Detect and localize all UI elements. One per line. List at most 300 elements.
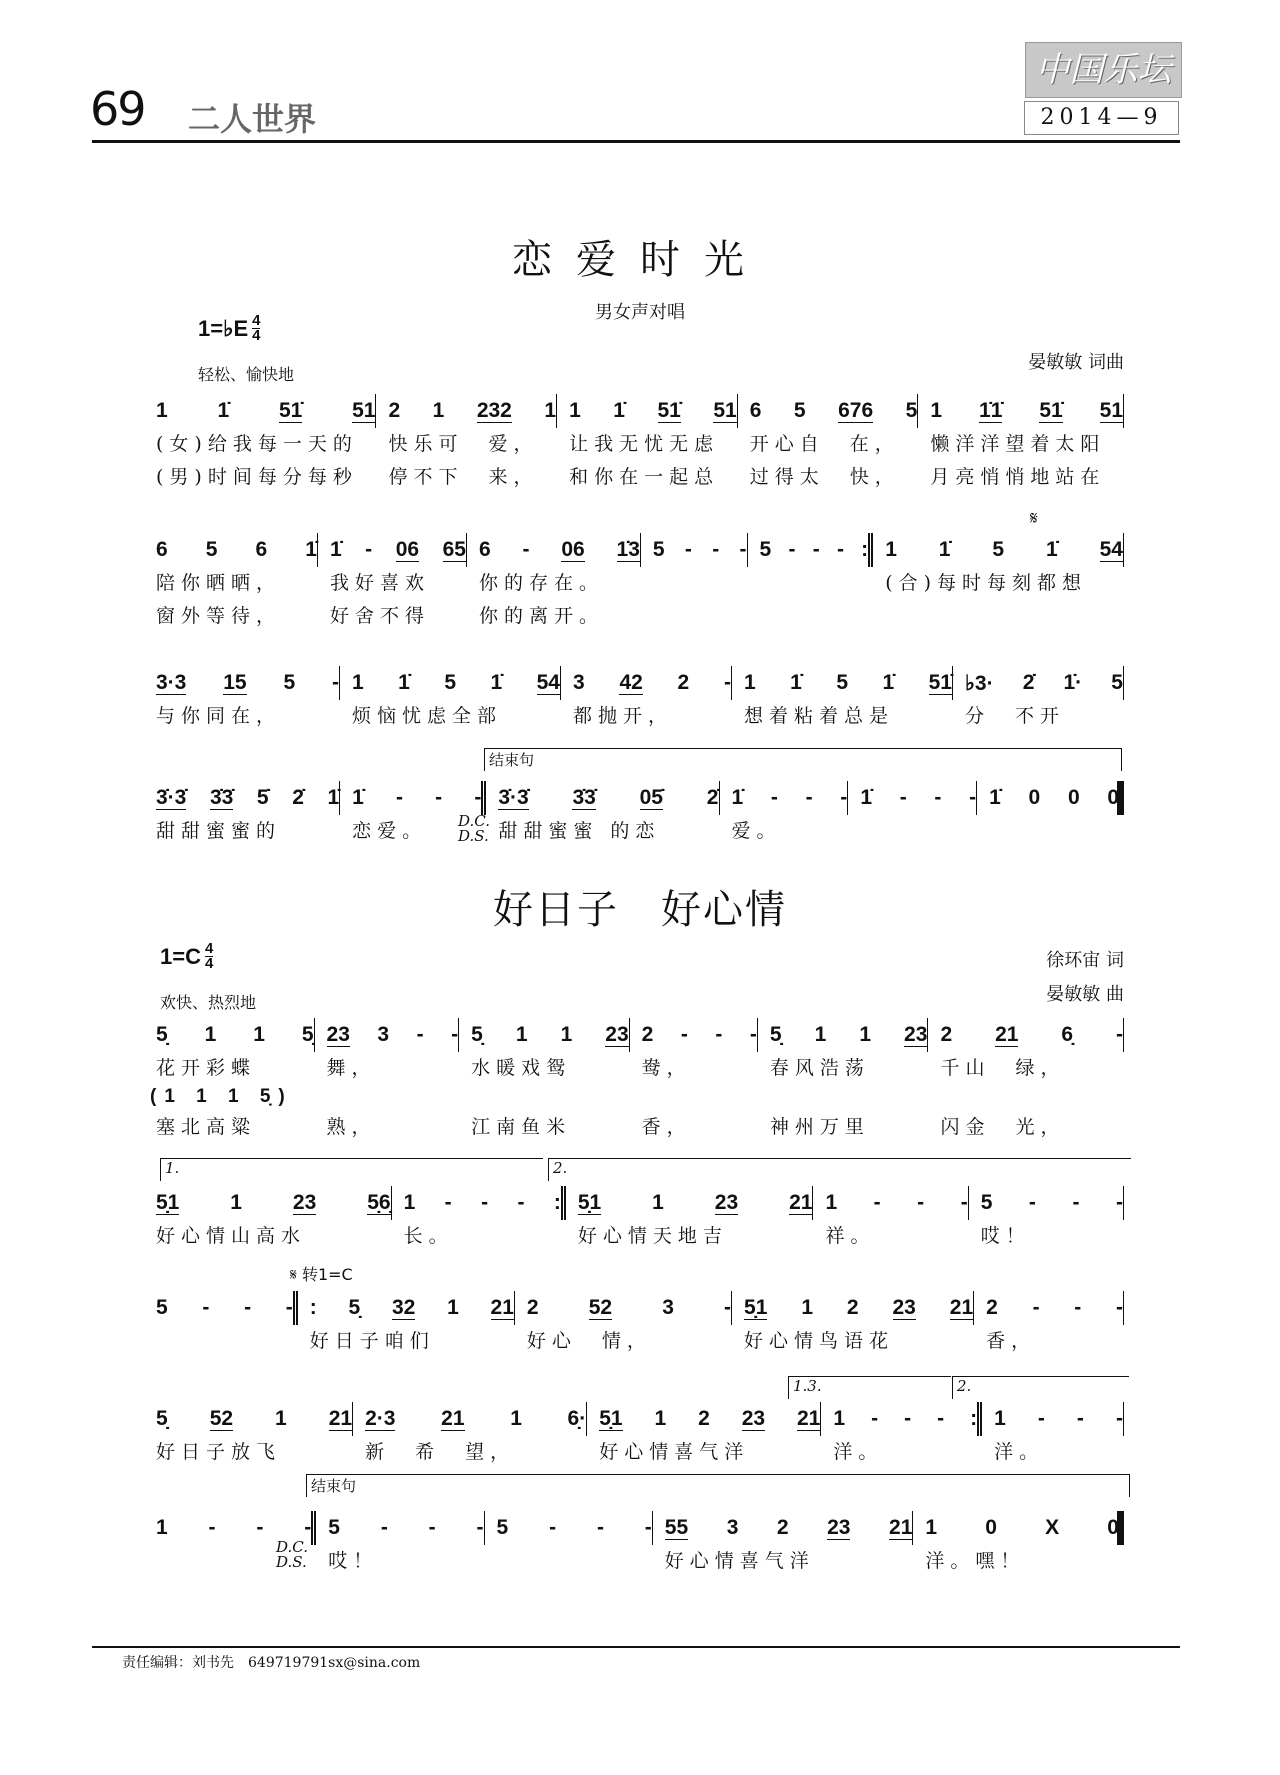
footer-editor: 责任编辑：刘书先 649719791sx@sina.com bbox=[122, 1655, 421, 1671]
measure-notes bbox=[825, 1186, 968, 1220]
note-group: 3̇3̇ bbox=[209, 785, 234, 809]
lyric-line-1: 恋爱。 bbox=[352, 820, 428, 842]
measure bbox=[150, 781, 346, 848]
note-group: 2 bbox=[698, 1407, 710, 1430]
time-bottom: 4 bbox=[252, 327, 261, 344]
lyric-line-2: 塞北高粱 bbox=[156, 1116, 257, 1138]
song2-staff bbox=[150, 1018, 1130, 1144]
lyric-line-1: 好日子咱们 bbox=[309, 1330, 435, 1352]
note-group: 51 bbox=[1099, 398, 1123, 422]
lyric-line-1: (女)给我每一天的 bbox=[156, 433, 358, 455]
measure-notes bbox=[578, 1186, 814, 1220]
measure-notes bbox=[497, 1511, 653, 1545]
note-group: 5 bbox=[205, 538, 218, 561]
song1-staff bbox=[150, 394, 1130, 494]
note-group: - bbox=[1115, 1191, 1123, 1214]
note-group: - bbox=[788, 538, 796, 561]
measure-notes bbox=[156, 1186, 392, 1220]
note-group: : bbox=[309, 1296, 317, 1319]
dc-mark: D.C. bbox=[276, 1538, 308, 1556]
measure bbox=[150, 666, 346, 733]
note-group: 5 bbox=[652, 538, 665, 561]
song2-tempo: 欢快、热烈地 bbox=[160, 993, 257, 1012]
lyric-line-2: 江南鱼米 bbox=[471, 1116, 572, 1138]
lyric-line-2: 过得太 快， bbox=[749, 466, 900, 488]
footer-rule bbox=[92, 1646, 1180, 1648]
measure bbox=[346, 666, 567, 733]
lyric-line-1 bbox=[860, 815, 977, 848]
lyric-line-1: 香， bbox=[986, 1330, 1037, 1352]
note-group: 5 bbox=[980, 1191, 993, 1214]
note-group: 2 bbox=[526, 1296, 539, 1319]
measure-notes bbox=[930, 394, 1124, 428]
measure bbox=[988, 1402, 1130, 1469]
note-group: 1 bbox=[814, 1023, 827, 1046]
note-group: 1 bbox=[801, 1296, 813, 1319]
measure bbox=[473, 533, 647, 633]
note-group: 5̣ bbox=[769, 1023, 782, 1046]
note-group: 51̇ bbox=[1039, 398, 1063, 422]
lyric-line-1: 鸯， bbox=[641, 1057, 692, 1079]
note-group: - bbox=[481, 1191, 489, 1214]
note-group: 5̣1 bbox=[577, 1190, 602, 1214]
ds-mark: D.S. bbox=[276, 1553, 307, 1571]
lyric-line-2 bbox=[885, 600, 1124, 633]
dc-mark: D.C. bbox=[458, 812, 490, 830]
measure-notes bbox=[940, 1018, 1124, 1052]
note-group: 1̇ bbox=[882, 671, 895, 694]
note-group: - bbox=[380, 1516, 388, 1539]
measure bbox=[304, 1291, 521, 1358]
measure bbox=[150, 1511, 322, 1578]
note-group: - bbox=[1074, 1296, 1082, 1319]
note-group: 1 bbox=[156, 399, 168, 422]
note-group: - bbox=[739, 538, 747, 561]
measure bbox=[744, 394, 925, 494]
note-group: - bbox=[1037, 1407, 1045, 1430]
measure bbox=[879, 533, 1130, 633]
note-group: 1̇ bbox=[398, 671, 410, 694]
measure bbox=[492, 781, 725, 848]
note-group: 2̇ bbox=[1022, 671, 1035, 694]
note-group: 51̇ bbox=[928, 670, 952, 694]
lyric-line-1: 水暖戏鸳 bbox=[471, 1057, 572, 1079]
note-group: - bbox=[549, 1516, 557, 1539]
note-group: 0 bbox=[985, 1516, 997, 1539]
volta-2: 2. bbox=[548, 1158, 1131, 1181]
note-group: 51̇ bbox=[278, 398, 303, 422]
note-group: 3 bbox=[662, 1296, 674, 1319]
note-group: - bbox=[840, 786, 848, 809]
note-group: 1 bbox=[885, 538, 897, 561]
note-group: 6 bbox=[478, 538, 491, 561]
note-group: 23 bbox=[827, 1515, 851, 1539]
measure-notes bbox=[156, 394, 376, 428]
note-group: X bbox=[1045, 1516, 1060, 1539]
lyric-line-1: 花开彩蝶 bbox=[156, 1057, 257, 1079]
note-group: - bbox=[715, 1023, 723, 1046]
note-group: 51 bbox=[352, 398, 376, 422]
song2-staff bbox=[150, 1511, 1130, 1578]
lyric-line-1: 甜甜蜜蜜 的恋 bbox=[498, 820, 661, 842]
measure bbox=[324, 533, 473, 633]
note-group: - bbox=[304, 1516, 312, 1539]
note-group: : bbox=[970, 1407, 978, 1430]
measure bbox=[647, 533, 754, 633]
lyric-line-1: 哎！ bbox=[328, 1550, 379, 1572]
measure-notes bbox=[732, 781, 849, 815]
note-group: 51̇ bbox=[657, 398, 681, 422]
segno-icon: 𝄋 bbox=[1030, 508, 1038, 529]
measure bbox=[567, 666, 738, 733]
note-group: 3 bbox=[573, 671, 585, 694]
measure bbox=[346, 781, 492, 848]
note-group: 232 bbox=[476, 398, 512, 422]
note-group: - bbox=[451, 1023, 459, 1046]
measure-notes bbox=[156, 781, 340, 815]
note-group: - bbox=[256, 1516, 264, 1539]
lyric-line-2: 好舍不得 bbox=[329, 605, 430, 627]
note-group: 23 bbox=[714, 1190, 739, 1214]
note-group: 1 bbox=[544, 399, 557, 422]
song1-time-signature bbox=[252, 314, 260, 343]
note-group: 1 bbox=[204, 1023, 217, 1046]
note-group: 1̇ bbox=[938, 538, 951, 561]
note-group: 1 bbox=[253, 1023, 265, 1046]
note-group: - bbox=[812, 538, 820, 561]
lyric-line-2: 停不下 来， bbox=[388, 466, 539, 488]
measure-notes bbox=[569, 394, 738, 428]
note-group: 5 bbox=[444, 671, 456, 694]
note-group: - bbox=[1115, 1023, 1123, 1046]
measure bbox=[572, 1186, 820, 1253]
note-group: 21 bbox=[995, 1022, 1019, 1046]
measure bbox=[819, 1186, 974, 1253]
lyric-line-1 bbox=[989, 815, 1124, 848]
song1-title: 恋爱时光 bbox=[512, 237, 768, 283]
note-group: 676 bbox=[838, 398, 874, 422]
note-group: 3·3 bbox=[156, 670, 187, 694]
note-group: - bbox=[749, 1023, 757, 1046]
note-group: 5 bbox=[905, 399, 918, 422]
measure bbox=[924, 394, 1130, 494]
note-group: 2·3 bbox=[365, 1406, 396, 1430]
volta-1: 1. bbox=[160, 1158, 543, 1181]
song2-key: 1=C bbox=[160, 943, 201, 969]
note-group: 1 bbox=[275, 1407, 287, 1430]
note-group: - bbox=[680, 1023, 688, 1046]
column-title: 二人世界 bbox=[188, 100, 317, 138]
ending-bracket-2: 结束句 bbox=[306, 1474, 1130, 1497]
note-group: 21 bbox=[949, 1295, 974, 1319]
note-group: - bbox=[596, 1516, 604, 1539]
note-group: 5 bbox=[1111, 671, 1123, 694]
measure bbox=[980, 1291, 1130, 1358]
note-group: 21 bbox=[789, 1190, 813, 1214]
measure bbox=[975, 1186, 1130, 1253]
volta-1-3: 1.3. bbox=[788, 1376, 951, 1399]
note-group: 5 bbox=[793, 399, 806, 422]
lyric-line-1: 春风浩荡 bbox=[769, 1057, 870, 1079]
note-group: 06 bbox=[395, 537, 420, 561]
ending-bracket: 结束句 bbox=[484, 748, 1122, 771]
measure-notes bbox=[156, 1402, 353, 1436]
time-top: 4 bbox=[204, 940, 214, 957]
lyric-line-1: 舞， bbox=[326, 1057, 377, 1079]
note-group: 5̣1 bbox=[156, 1190, 180, 1214]
lyric-line-2: 窗外等待， bbox=[156, 605, 282, 627]
note-group: 1 bbox=[403, 1191, 416, 1214]
note-group: - bbox=[1028, 1191, 1036, 1214]
measure-notes bbox=[833, 1402, 982, 1436]
note-group: 23 bbox=[892, 1295, 916, 1319]
note-group: 1̇ bbox=[217, 399, 230, 422]
lyric-line-1: 好心情鸟语花 bbox=[744, 1330, 895, 1352]
measure bbox=[150, 1291, 304, 1358]
note-group: 1̇ bbox=[327, 786, 340, 809]
song2-staff bbox=[150, 1186, 1130, 1253]
note-group: 2 bbox=[986, 1296, 998, 1319]
note-group: 1̇ bbox=[731, 786, 744, 809]
lyric-line-1: 好心情天地吉 bbox=[577, 1225, 728, 1247]
measure bbox=[934, 1018, 1130, 1144]
song1-staff bbox=[150, 666, 1130, 733]
note-group: 1̇ bbox=[490, 671, 503, 694]
note-group: 6 bbox=[255, 538, 268, 561]
measure-notes bbox=[665, 1511, 914, 1545]
measure bbox=[321, 1018, 466, 1144]
note-group: 5 bbox=[759, 538, 772, 561]
note-group: 1̇ bbox=[989, 786, 1001, 809]
note-group: 55 bbox=[664, 1515, 689, 1539]
note-group: 2̇ bbox=[706, 786, 719, 809]
note-group: - bbox=[644, 1516, 652, 1539]
note-group: 23 bbox=[605, 1022, 629, 1046]
measure-notes bbox=[156, 1511, 316, 1545]
lyric-line-1: (合)每时每刻都想 bbox=[885, 572, 1088, 594]
note-group: - bbox=[836, 538, 844, 561]
note-group: 54 bbox=[1099, 537, 1123, 561]
note-group: 1 bbox=[156, 1516, 168, 1539]
measure bbox=[754, 533, 880, 633]
lyric-line-1: 都抛开， bbox=[573, 705, 674, 727]
note-group: 5 bbox=[156, 1296, 168, 1319]
lyric-line-1: 好心 情， bbox=[526, 1330, 652, 1352]
note-group: 1 bbox=[654, 1407, 667, 1430]
note-group: - bbox=[1076, 1407, 1084, 1430]
note-group: 0 bbox=[1107, 786, 1120, 809]
note-group: 1 bbox=[859, 1023, 872, 1046]
lyric-line-1: 你的存在。 bbox=[478, 572, 604, 594]
note-group: 05̇ bbox=[639, 785, 663, 809]
measure-notes bbox=[653, 533, 748, 567]
note-group: - bbox=[396, 786, 403, 809]
note-group: 6̣ bbox=[1061, 1023, 1074, 1046]
measure-notes bbox=[994, 1402, 1124, 1436]
note-group: 5̣6̣ bbox=[367, 1190, 391, 1214]
song2-title: 好日子 好心情 bbox=[493, 887, 787, 933]
song1-key: 1=♭E bbox=[198, 315, 249, 341]
note-group: 23 bbox=[326, 1022, 350, 1046]
note-group: 5 bbox=[283, 671, 296, 694]
measure-notes bbox=[156, 533, 318, 567]
measure bbox=[959, 666, 1130, 733]
measure-notes bbox=[599, 1402, 821, 1436]
song2-lyricist: 徐环宙 词 bbox=[1046, 950, 1124, 971]
issue-number: 2014—9 bbox=[1024, 101, 1179, 135]
note-group: 2 bbox=[846, 1296, 859, 1319]
note-group: 1 bbox=[432, 399, 445, 422]
lyric-line-1: 我好喜欢 bbox=[329, 572, 430, 594]
lyric-line-2 bbox=[653, 600, 748, 633]
note-group: 1̇ bbox=[790, 671, 802, 694]
song1-key-signature bbox=[198, 314, 260, 343]
note-group: 3 bbox=[726, 1516, 739, 1539]
time-top: 4 bbox=[252, 312, 261, 329]
measure bbox=[726, 781, 855, 848]
note-group: 1̇1̇ bbox=[979, 398, 1003, 422]
note-group: - bbox=[904, 1407, 912, 1430]
note-group: 1 bbox=[352, 671, 364, 694]
note-group: 1̇ bbox=[613, 399, 625, 422]
measure-notes bbox=[760, 533, 874, 567]
note-group: - bbox=[416, 1023, 424, 1046]
lyric-line-2: 神州万里 bbox=[769, 1116, 870, 1138]
note-group: - bbox=[934, 786, 942, 809]
note-group: - bbox=[428, 1516, 436, 1539]
note-group: - bbox=[285, 1296, 293, 1319]
measure-notes bbox=[981, 1186, 1124, 1220]
note-group: 1 bbox=[930, 399, 943, 422]
note-group: 1̇3 bbox=[616, 537, 640, 561]
note-group: 23 bbox=[741, 1406, 766, 1430]
note-group: 1̇ bbox=[305, 538, 317, 561]
measure bbox=[636, 1018, 764, 1144]
ds-mark: D.S. bbox=[458, 827, 489, 845]
lyric-line-1: 想着粘着总是 bbox=[744, 705, 895, 727]
lyric-line-2: 熟， bbox=[326, 1116, 377, 1138]
note-group: 1̇ bbox=[1045, 538, 1058, 561]
measure bbox=[150, 533, 324, 633]
measure-notes bbox=[479, 533, 641, 567]
measure bbox=[854, 781, 983, 848]
song1-credit: 晏敏敏 词曲 bbox=[1028, 352, 1124, 373]
measure bbox=[491, 1511, 659, 1578]
lyric-line-1: 好心情山高水 bbox=[156, 1225, 307, 1247]
lyric-line-2: (男)时间每分每秒 bbox=[156, 466, 358, 488]
song1-staff bbox=[150, 781, 1130, 848]
note-group: - bbox=[969, 786, 977, 809]
alternate-notes: (1 1 1 5̣) bbox=[150, 1086, 293, 1107]
note-group: - bbox=[723, 671, 731, 694]
note-group: - bbox=[770, 786, 778, 809]
note-group: 06 bbox=[561, 537, 585, 561]
note-group: - bbox=[712, 538, 720, 561]
song1-subtitle: 男女声对唱 bbox=[595, 302, 685, 323]
song2-staff bbox=[150, 1402, 1130, 1469]
volta-2b: 2. bbox=[952, 1376, 1129, 1399]
note-group: 52 bbox=[209, 1406, 234, 1430]
lyric-line-2: 月亮悄悄地站在 bbox=[930, 466, 1106, 488]
lyric-line-1: 懒洋洋望着太阳 bbox=[930, 433, 1106, 455]
note-group: 5̇ bbox=[256, 786, 269, 809]
note-group: - bbox=[873, 1191, 881, 1214]
lyric-line-1 bbox=[497, 1545, 653, 1578]
measure bbox=[398, 1186, 572, 1253]
note-group: 1 bbox=[515, 1023, 528, 1046]
lyric-line-2: 你的离开。 bbox=[478, 605, 604, 627]
lyric-line-1 bbox=[653, 567, 748, 600]
note-group: 0 bbox=[1067, 786, 1080, 809]
measure-notes bbox=[965, 666, 1124, 700]
measure-notes bbox=[989, 781, 1124, 815]
note-group: 1 bbox=[230, 1191, 242, 1214]
lyric-line-1: 洋。 bbox=[994, 1441, 1045, 1463]
measure bbox=[659, 1511, 920, 1578]
note-group: 3̇·3̇ bbox=[156, 785, 187, 809]
note-group: - bbox=[960, 1191, 968, 1214]
note-group: 1 bbox=[825, 1191, 838, 1214]
note-group: - bbox=[1115, 1296, 1123, 1319]
note-group: 1 bbox=[652, 1191, 664, 1214]
measure-notes bbox=[388, 394, 557, 428]
lyric-line-1: 爱。 bbox=[731, 820, 782, 842]
measure-notes bbox=[642, 1018, 758, 1052]
note-group: 15 bbox=[223, 670, 247, 694]
note-group: : bbox=[861, 538, 869, 561]
note-group: 1̇· bbox=[1063, 671, 1083, 694]
note-group: 1 bbox=[447, 1296, 459, 1319]
note-group: - bbox=[444, 1191, 452, 1214]
measure bbox=[827, 1402, 988, 1469]
note-group: 6 bbox=[156, 538, 168, 561]
measure-notes bbox=[744, 1291, 974, 1325]
note-group: 3̇3̇ bbox=[572, 785, 596, 809]
note-group: 5̣ bbox=[471, 1023, 483, 1046]
measure bbox=[764, 1018, 935, 1144]
measure bbox=[983, 781, 1130, 848]
note-group: - bbox=[244, 1296, 252, 1319]
note-group: 3̇·3̇ bbox=[498, 785, 529, 809]
lyric-line-1: 新 希 望， bbox=[365, 1441, 516, 1463]
lyric-line-1: 洋。 bbox=[833, 1441, 884, 1463]
measure-notes bbox=[527, 1291, 732, 1325]
measure bbox=[322, 1511, 490, 1578]
song2-time-signature bbox=[205, 942, 213, 971]
measure bbox=[359, 1402, 593, 1469]
magazine-logo: 中国乐坛 bbox=[1025, 42, 1182, 98]
note-group: 6̣· bbox=[567, 1407, 587, 1430]
measure bbox=[150, 394, 382, 494]
lyric-line-1: 陪你晒晒， bbox=[156, 572, 282, 594]
measure bbox=[382, 394, 563, 494]
measure bbox=[738, 1291, 980, 1358]
measure-notes bbox=[156, 1018, 315, 1052]
note-group: - bbox=[365, 538, 373, 561]
note-group: 5 bbox=[992, 538, 1005, 561]
note-group: - bbox=[724, 1296, 732, 1319]
lyric-line-1: 烦恼忧虑全部 bbox=[352, 705, 503, 727]
header-rule bbox=[92, 140, 1180, 143]
note-group: - bbox=[208, 1516, 216, 1539]
note-group: 32 bbox=[391, 1295, 416, 1319]
note-group: - bbox=[435, 786, 443, 809]
lyric-line-1: 好心情喜气洋 bbox=[664, 1550, 815, 1572]
measure-notes bbox=[404, 1186, 566, 1220]
note-group: 65 bbox=[442, 537, 466, 561]
note-group: 1 bbox=[560, 1023, 573, 1046]
note-group: 2 bbox=[388, 399, 401, 422]
